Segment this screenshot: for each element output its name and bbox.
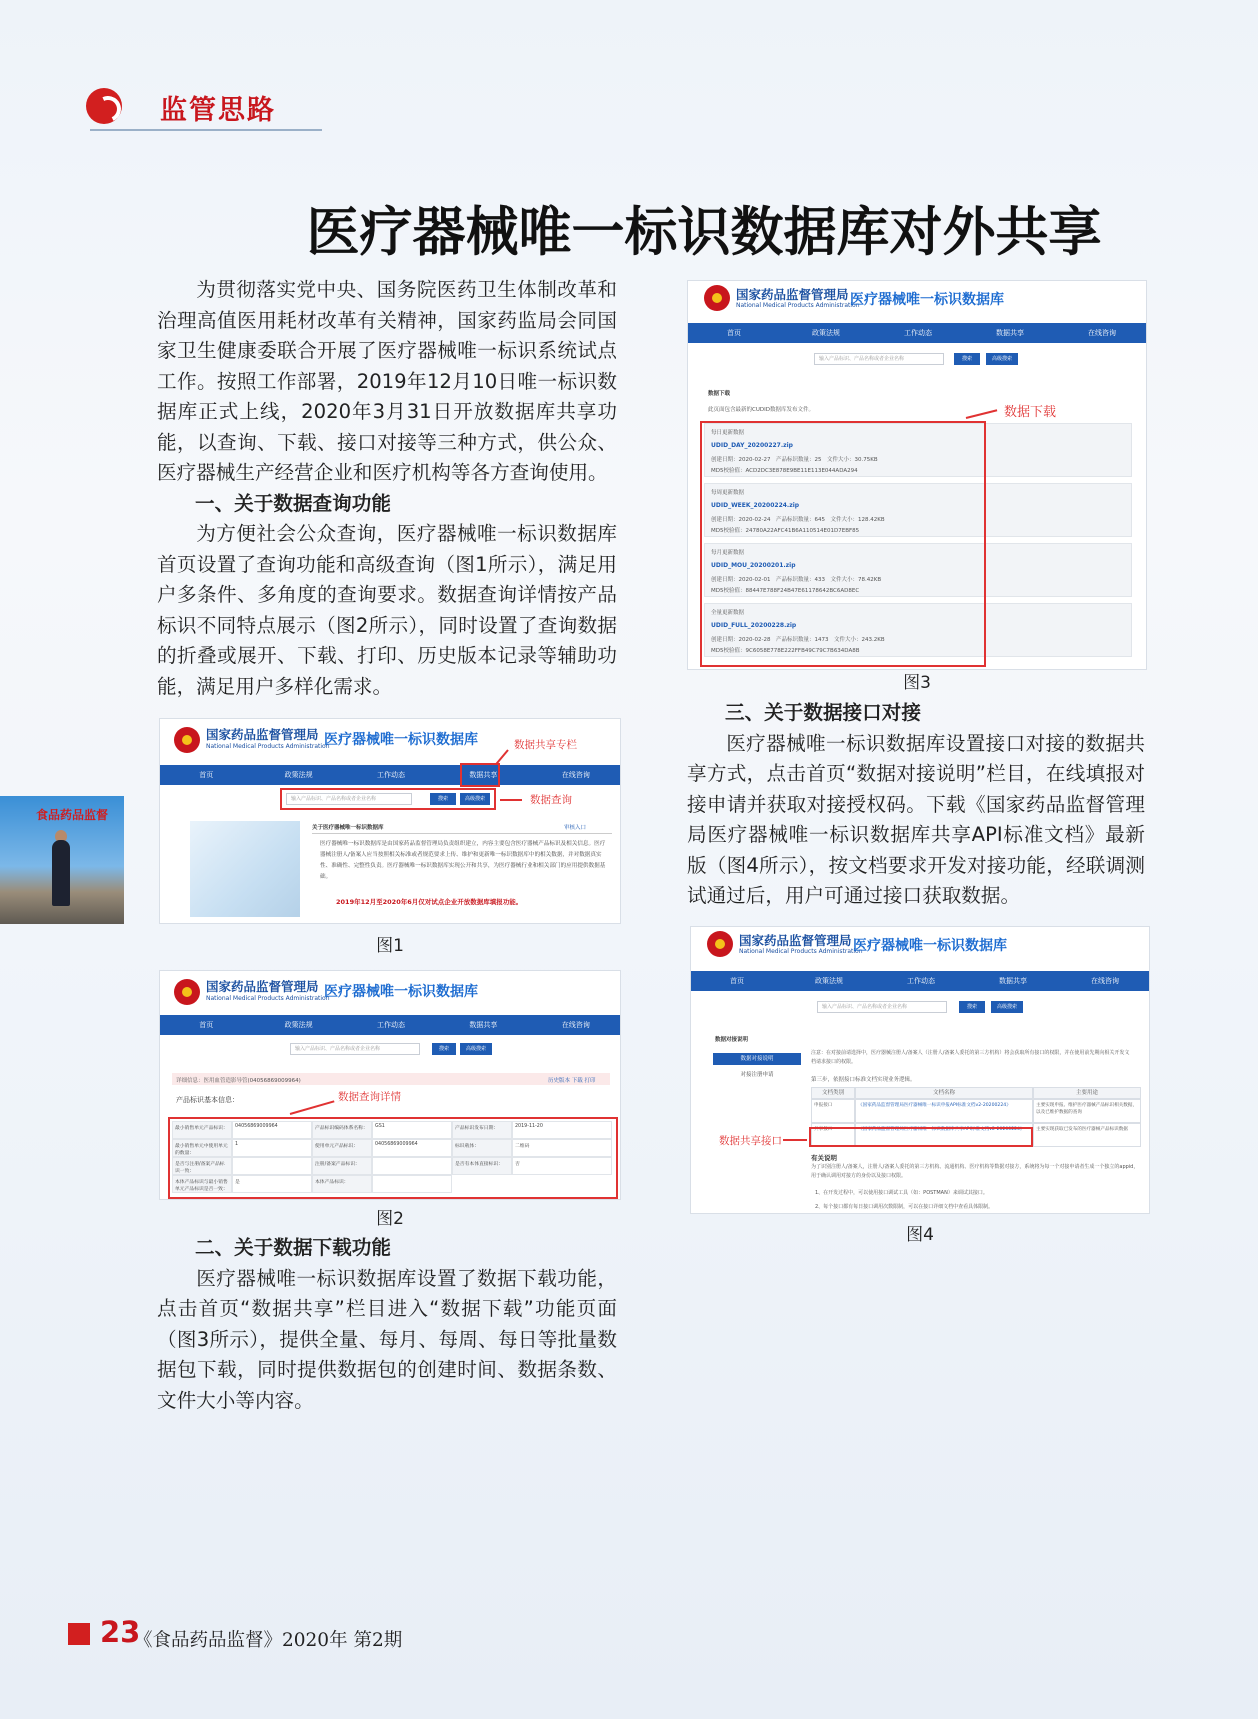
query-paragraph: 为方便社会公众查询，医疗器械唯一标识数据库首页设置了查询功能和高级查询（图1所示），满足用户多条件、多角度的查询要求。数据查询详情按产品标识不同特点展示（图2所示），同时设置了查询数据的折叠或展开、下载、打印、历史版本记录等辅助功能，满足用户多样化需求。 [157,522,617,698]
section-title: 产品标识基本信息： [176,1096,239,1104]
heading-interface: 三、关于数据接口对接 [725,701,921,724]
journal-name: 《食品药品监督》2020年 第2期 [134,1630,403,1651]
figure-2-caption: 图2 [376,1209,404,1229]
nav-item[interactable]: 在线咨询 [1088,329,1116,337]
heading-query: 一、关于数据查询功能 [195,491,391,515]
nav-bar [691,971,1150,991]
table-cell: 申报接口 [811,1099,855,1123]
nav-item[interactable]: 数据共享 [469,771,498,779]
search-button[interactable]: 搜索 [959,1001,985,1013]
label-interface: 数据共享接口 [719,1135,782,1147]
brand-en: National Medical Products Administration [206,995,330,1002]
field-value [232,1157,312,1175]
nav-item[interactable]: 首页 [199,1021,214,1029]
search-button[interactable]: 搜索 [432,1043,456,1055]
advanced-search-button[interactable]: 高级搜索 [460,1043,492,1055]
package-group: 全量更新数据 [711,610,745,616]
field-value: 04056869009964 [372,1139,452,1157]
figure-1-caption: 图1 [376,936,404,956]
field-value: 否 [512,1157,612,1175]
search-button[interactable]: 搜索 [430,793,456,805]
search-input[interactable]: 输入产品标识、产品名称或者企业名称 [286,793,412,805]
heading-download: 二、关于数据下载功能 [195,1236,391,1259]
nav-item[interactable]: 首页 [199,771,214,779]
figure-4-caption: 图4 [906,1225,934,1245]
field-value: 二维码 [512,1139,612,1157]
figure-1 [159,718,621,924]
doc-link[interactable]: 《国家药品监督管理局医疗器械唯一标识申报API标准文档v2-20200224》 [855,1099,1033,1123]
step-text: 第三步，依据接口标准文档实现业务逻辑。 [811,1077,916,1083]
field-label: 产品标识编码体系名称： [312,1121,372,1139]
brand-cn: 国家药品监督管理局 [206,727,319,742]
nav-item[interactable]: 政策法规 [812,329,840,337]
table-header: 文档名称 [855,1087,1033,1099]
help-1: 为了识别注册人/备案人，注册人/备案人委托的第三方机构、流通机构、医疗机构等数据对接方，系统将为每一个对接申请者生成一个独立的appid，用于确认调用对接方的身份以及接口权限。 [811,1164,1139,1179]
arrow [496,749,509,764]
nav-item[interactable]: 政策法规 [284,1021,313,1029]
field-label: 本体产品标识与最小销售单元产品标识是否一致： [172,1175,232,1193]
search-button[interactable]: 搜索 [954,353,980,365]
field-label: 是否有本体直接标识： [452,1157,512,1175]
package-file-link[interactable]: UDID_MOU_20200201.zip [711,562,796,569]
national-emblem-icon [174,979,200,1005]
arrow [783,1139,807,1141]
figure-2 [159,970,621,1200]
db-name: 医疗器械唯一标识数据库 [324,732,478,748]
package-md5: MD5校验值：ACD2DC3E878E9BE11E113E044ADA294 [711,468,858,474]
panel-text: 医疗器械唯一标识数据库是由国家药品监督管理局负责组织建立，内容主要包含医疗器械产品标识及相关信息。医疗器械注册人/备案人应当按照相关标准或者规范要求上传、维护和更新唯一标识数据库中的相关数据，并对数据真实性、准确性、完整性负责。医疗器械唯一标识数据库实现公开和共享，为医疗器械行业和相关部门的应用提供数据基础。 [320,841,606,880]
figure-3 [687,280,1147,670]
brand-cn: 国家药品监督管理局 [736,287,849,302]
figure-3-caption: 图3 [903,673,931,693]
panel-divider [312,833,612,834]
history-links[interactable]: 历史版本 下载 打印 [548,1078,596,1084]
table-cell: 共享接口 [811,1123,855,1147]
note-text: 注意：在对接前请选择中，医疗器械注册人/备案人（注册人/备案人委托的第三方机构）将会获取所有接口的权限，并在使用前先期向相关开发文档请求接口的权限。 [811,1050,1130,1065]
db-name: 医疗器械唯一标识数据库 [324,984,478,1000]
package-meta: 创建日期：2020-02-27 产品标识数量：25 文件大小：30.75KB [711,457,878,463]
side-photo [0,796,124,924]
field-label: 最小销售单元中使用单元的数量： [172,1139,232,1157]
search-input[interactable]: 输入产品标识、产品名称或者企业名称 [817,1001,947,1013]
field-value [372,1175,452,1193]
article-title: 医疗器械唯一标识数据库对外共享 [306,201,1102,263]
arrow [500,799,522,801]
party-emblem-icon [86,88,122,124]
advanced-search-button[interactable]: 高级搜索 [460,793,490,805]
label-query: 数据查询 [530,794,572,806]
detail-grid [172,1121,612,1195]
field-value: 1 [232,1139,312,1157]
package-meta: 创建日期：2020-02-01 产品标识数量：433 文件大小：78.42KB [711,577,882,583]
national-emblem-icon [174,727,200,753]
db-name: 医疗器械唯一标识数据库 [853,938,1007,954]
field-value: 是 [232,1175,312,1193]
help-2: 1、在开发过程中，可以使用接口调试工具（如：POSTMAN）来调试其接口。 [815,1190,988,1196]
nav-item[interactable]: 首页 [727,329,741,337]
doc-link[interactable]: 《国家药品监督管理局医疗器械唯一标识数据库共享API标准文档v2-20200224》 [855,1123,1033,1147]
interface-highlight [809,1127,1033,1147]
nav-bar [160,1015,621,1035]
field-label: 注册/备案产品标识： [312,1157,372,1175]
package-file-link[interactable]: UDID_DAY_20200227.zip [711,442,793,449]
nav-item[interactable]: 政策法规 [815,977,843,985]
package-md5: MD5校验值：9C6058E778E222FFB49C79C7B634DA8B [711,648,860,654]
nav-item[interactable]: 在线咨询 [1091,977,1119,985]
intro-paragraph: 为贯彻落实党中央、国务院医药卫生体制改革和治理高值医用耗材改革有关精神，国家药监局会同国家卫生健康委联合开展了医疗器械唯一标识系统试点工作。按照工作部署，2019年12月10日唯一标识数据库正式上线，2020年3月31日开放数据库共享功能，以查询、下载、接口对接等三种方式，供公众、医疗器械生产经营企业和医疗机构等各方查询使用。 [157,278,617,484]
field-label: 产品标识发布日期： [452,1121,512,1139]
brand-en: National Medical Products Administration [206,743,330,750]
breadcrumb: 数据对接说明 [715,1037,749,1043]
national-emblem-icon [707,931,733,957]
package-group: 每日更新数据 [711,430,745,436]
label-share: 数据共享专栏 [514,739,577,751]
arrow [966,409,998,419]
db-name: 医疗器械唯一标识数据库 [850,292,1004,308]
left-column [157,275,617,702]
package-group: 每月更新数据 [711,550,745,556]
package-md5: MD5校验值：24780A22AFC41B6A110514E01D7EBF85 [711,528,860,534]
nav-item[interactable]: 政策法规 [284,771,313,779]
table-cell: 主要实现申报、维护医疗器械产品标识相关数据，以及已维护数据的查询 [1033,1099,1141,1123]
table-header: 文档类别 [811,1087,855,1099]
arrow [290,1100,335,1115]
nav-item[interactable]: 工作动态 [377,771,406,779]
package-file-link[interactable]: UDID_FULL_20200228.zip [711,622,797,629]
left-column-2 [157,1233,617,1416]
keyboard-hand-image [190,821,300,917]
panel-red-note: 2019年12月至2020年6月仅对试点企业开放数据库填报功能。 [336,898,523,906]
field-label: 使用单元产品标识： [312,1139,372,1157]
search-highlight [280,788,496,810]
field-value: GS1 [372,1121,452,1139]
package-group: 每周更新数据 [711,490,745,496]
brand-en: National Medical Products Administration [739,948,863,955]
nav-item[interactable]: 工作动态 [904,329,932,337]
field-value: 04056869009964 [232,1121,312,1139]
menu-item-active[interactable]: 数据对接说明 [713,1053,801,1065]
table-cell: 主要实现获取已发布的医疗器械产品标识数据 [1033,1123,1141,1147]
detail-title: 详细信息：医用血管造影导管(04056869009964) [176,1078,301,1084]
footer-marker [68,1623,90,1645]
field-value: 2019-11-20 [512,1121,612,1139]
person-figure [52,840,70,906]
interface-paragraph: 医疗器械唯一标识数据库设置接口对接的数据共享方式，点击首页“数据对接说明”栏目，在线填报对接申请并获取对接授权码。下载《国家药品监督管理局医疗器械唯一标识数据库共享API标准文档》最新版（图4所示），按文档要求开发对接功能，经联调测试通过后，用户可通过接口获取数据。 [687,731,1145,907]
share-highlight [460,763,500,787]
notice: 此页面包含最新的CUDID数据库发布文件。 [708,407,814,413]
nav-item[interactable]: 工作动态 [377,1021,406,1029]
help-3: 2、每个接口都有每日接口调用次数限制，可以在接口详细文档中查看具体限制。 [815,1204,994,1210]
nav-item[interactable]: 数据共享 [996,329,1024,337]
panel-title: 关于医疗器械唯一标识数据库 [312,825,384,831]
side-photo-label: 食品药品监督 [36,808,109,822]
nav-bar [160,765,621,785]
package-md5: MD5校验值：88447E788F24B47E61178642BC6AD8EC [711,588,860,594]
search-input[interactable]: 输入产品标识、产品名称或者企业名称 [290,1043,420,1055]
nav-item[interactable]: 在线咨询 [561,771,590,779]
label-detail: 数据查询详情 [338,1091,401,1103]
label-download: 数据下载 [1004,405,1057,420]
field-label: 是否与注册/备案产品标识一致： [172,1157,232,1175]
brand-cn: 国家药品监督管理局 [206,979,319,994]
table-header: 主要用途 [1033,1087,1141,1099]
header-divider [90,129,322,131]
package-meta: 创建日期：2020-02-24 产品标识数量：645 文件大小：128.42KB [711,517,885,523]
nav-item[interactable]: 工作动态 [907,977,935,985]
section-label: 监管思路 [160,95,276,126]
nav-bar [688,323,1147,343]
figure-4 [690,926,1150,1214]
field-value [372,1157,452,1175]
package-meta: 创建日期：2020-02-28 产品标识数量：1473 文件大小：243.2KB [711,637,885,643]
help-title: 有关说明 [811,1154,837,1162]
advanced-search-button[interactable]: 高级搜索 [991,1001,1023,1013]
national-emblem-icon [704,285,730,311]
package-file-link[interactable]: UDID_WEEK_20200224.zip [711,502,800,509]
nav-item[interactable]: 数据共享 [999,977,1027,985]
field-label: 最小销售单元产品标识： [172,1121,232,1139]
nav-item[interactable]: 首页 [730,977,744,985]
download-highlight [700,421,986,667]
brand-en: National Medical Products Administration [736,302,860,309]
menu-item[interactable]: 对接注册申请 [740,1072,774,1078]
field-label: 本体产品标识： [312,1175,372,1193]
advanced-search-button[interactable]: 高级搜索 [986,353,1018,365]
search-input[interactable]: 输入产品标识、产品名称或者企业名称 [814,353,944,365]
brand-cn: 国家药品监督管理局 [739,933,852,948]
audit-link[interactable]: 审核入口 [564,825,587,831]
page-number: 23 [100,1615,141,1649]
field-label: 标识载体： [452,1139,512,1157]
download-paragraph: 医疗器械唯一标识数据库设置了数据下载功能，点击首页“数据共享”栏目进入“数据下载”功能页面（图3所示），提供全量、每月、每周、每日等批量数据包下载，同时提供数据包的创建时间、数据条数、文件大小等内容。 [157,1266,617,1412]
right-column [687,698,1145,912]
nav-item[interactable]: 在线咨询 [561,1021,590,1029]
breadcrumb: 数据下载 [708,391,731,397]
nav-item[interactable]: 数据共享 [469,1021,498,1029]
